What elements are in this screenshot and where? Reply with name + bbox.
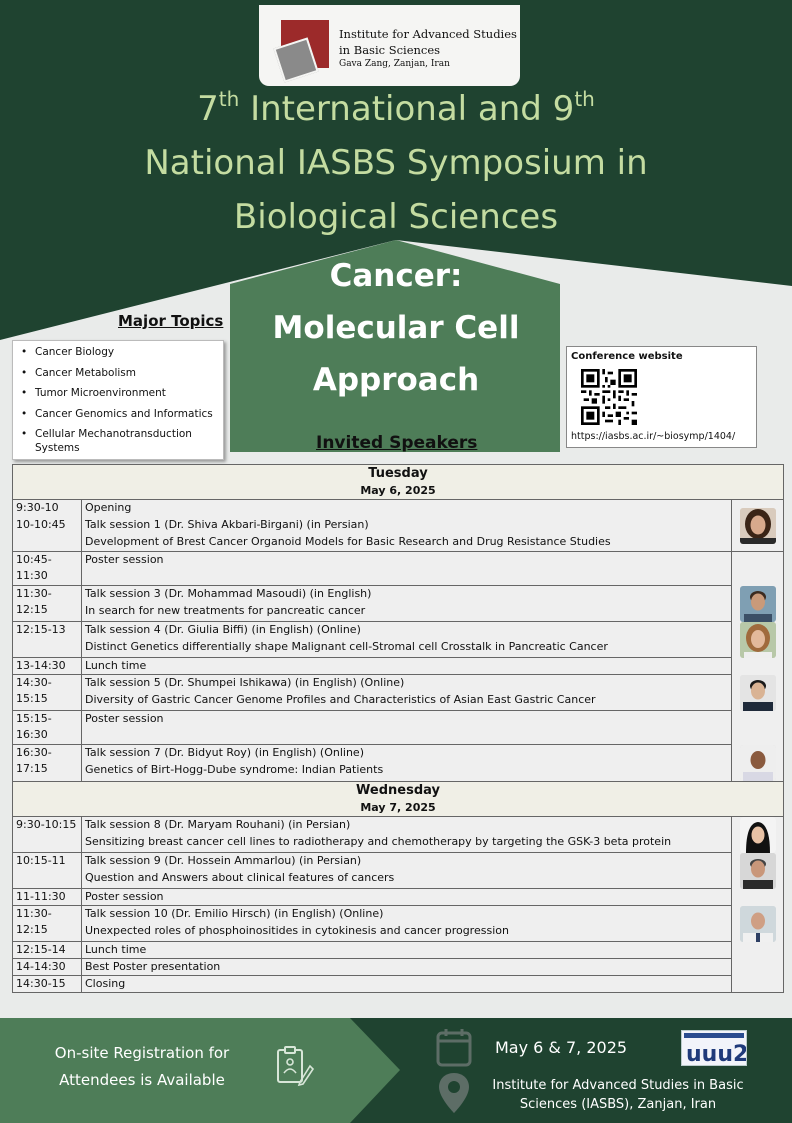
speaker-photo-akbari <box>740 508 776 544</box>
speaker-photo-roy <box>740 745 776 781</box>
row-time: 12:15-14 <box>13 942 82 959</box>
row-time: 14:30-15 <box>13 976 82 993</box>
institute-logo[interactable] <box>259 5 520 86</box>
row-time: 14-14:30 <box>13 959 82 976</box>
schedule-row <box>13 889 784 906</box>
logo-text-line2: in Basic Sciences <box>339 43 441 57</box>
schedule-row <box>13 622 784 658</box>
title-superscript-2: th <box>574 87 595 111</box>
row-title: Talk session 8 (Dr. Maryam Rouhani) (in Persian) <box>85 817 351 831</box>
speaker-photo-rouhani <box>740 817 776 853</box>
day-header-tuesday <box>13 465 784 500</box>
row-title: Talk session 7 (Dr. Bidyut Roy) (in English) (Online) <box>85 746 364 759</box>
row-time: 11-11:30 <box>13 889 82 906</box>
speaker-photo-biffi <box>740 622 776 658</box>
title-international: International and 9 <box>239 89 575 129</box>
schedule-row <box>13 500 784 552</box>
registration-form-icon <box>274 1044 314 1090</box>
registration-note <box>36 1040 248 1094</box>
website-url[interactable]: https://iasbs.ac.ir/~biosymp/1404/ <box>571 431 736 442</box>
major-topics-box <box>12 340 224 460</box>
calendar-icon <box>436 1027 472 1067</box>
speaker-photo-masoudi <box>740 586 776 622</box>
row-topic: Diversity of Gastric Cancer Genome Profiles and Characteristics of Asian East Gastric Cancer <box>85 693 596 706</box>
row-time: 10:15-11 <box>13 853 82 889</box>
day-date: May 6, 2025 <box>360 484 436 497</box>
schedule-row <box>13 586 784 622</box>
row-title: Closing <box>82 976 732 993</box>
schedule-row <box>13 711 784 745</box>
row-title: Talk session 5 (Dr. Shumpei Ishikawa) (in English) (Online) <box>85 676 405 689</box>
topic-item: • Cancer Metabolism <box>35 366 223 380</box>
topic-item: • Tumor Microenvironment <box>35 386 223 400</box>
major-topics-heading: Major Topics <box>118 312 224 330</box>
row-title: Poster session <box>82 711 732 745</box>
event-location <box>480 1076 756 1114</box>
schedule-row <box>13 658 784 675</box>
schedule-row <box>13 745 784 782</box>
row-time: 11:30-12:15 <box>13 586 82 622</box>
theme-line1: Cancer: <box>329 258 463 294</box>
title-line2: National IASBS Symposium in <box>144 143 648 183</box>
title-number-7: 7 <box>197 89 219 129</box>
schedule-row <box>13 853 784 889</box>
row-title: Talk session 1 (Dr. Shiva Akbari-Birgani) (in Persian) <box>85 518 369 531</box>
row-title: Talk session 9 (Dr. Hossein Ammarlou) (in Persian) <box>85 854 362 867</box>
row-time: 15:15-16:30 <box>13 711 82 745</box>
logo-text-line3: Gava Zang, Zanjan, Iran <box>339 59 450 69</box>
row-topic: Sensitizing breast cancer cell lines to radiotherapy and chemotherapy by targeting the GSK-3 beta protein <box>85 834 672 848</box>
row-topic: Distinct Genetics differentially shape Malignant cell-Stromal cell Crosstalk in Pancreatic Cancer <box>85 640 608 653</box>
svg-text:uuu2: uuu2 <box>686 1042 746 1065</box>
row-topic: Unexpected roles of phosphoinositides in cytokinesis and cancer progression <box>85 924 509 937</box>
logo-text-line1: Institute for Advanced Studies <box>339 27 517 41</box>
website-heading: Conference website <box>571 351 683 362</box>
schedule-row <box>13 959 784 976</box>
row-time: 10:45-11:30 <box>13 552 82 586</box>
row-title: Poster session <box>82 552 732 586</box>
row-topic: Genetics of Birt-Hogg-Dube syndrome: Indian Patients <box>85 763 384 776</box>
day-header-wednesday <box>13 781 784 816</box>
topic-item: • Cancer Genomics and Informatics <box>35 407 223 421</box>
theme-title <box>248 250 544 406</box>
invited-speakers-heading: Invited Speakers <box>316 433 478 453</box>
row-topic: Development of Brest Cancer Organoid Models for Basic Research and Drug Resistance Studies <box>85 535 611 548</box>
registration-line1: On-site Registration for <box>54 1044 230 1062</box>
row-time: 12:15-13 <box>13 622 82 658</box>
theme-line2: Molecular Cell <box>272 310 520 346</box>
row-time: 11:30-12:15 <box>13 906 82 942</box>
topic-item: • Cellular Mechanotransduction Systems <box>35 427 223 455</box>
row-title: Talk session 10 (Dr. Emilio Hirsch) (in English) (Online) <box>85 907 384 920</box>
row-title: Poster session <box>82 889 732 906</box>
speaker-photo-ammarlou <box>740 853 776 889</box>
speaker-photo-ishikawa <box>740 675 776 711</box>
topic-item: • Cancer Biology <box>35 345 223 359</box>
row-title: Lunch time <box>82 942 732 959</box>
schedule-row <box>13 942 784 959</box>
row-time: 14:30-15:15 <box>13 675 82 711</box>
qr-code-icon[interactable] <box>581 369 637 425</box>
row-time: 9:30-10:15 <box>13 816 82 853</box>
conference-website-box[interactable] <box>566 346 757 448</box>
registration-line2: Attendees is Available <box>59 1071 225 1089</box>
location-line1: Institute for Advanced Studies in Basic <box>492 1078 744 1093</box>
row-time: 9:30-10 <box>16 501 59 514</box>
row-topic: In search for new treatments for pancreatic cancer <box>85 604 366 617</box>
symposium-title <box>90 82 702 244</box>
partner-logo <box>681 1030 747 1066</box>
row-title: Talk session 4 (Dr. Giulia Biffi) (in English) (Online) <box>85 623 361 636</box>
schedule-row <box>13 675 784 711</box>
schedule-table <box>12 464 784 993</box>
row-title: Best Poster presentation <box>82 959 732 976</box>
title-superscript-1: th <box>218 87 240 111</box>
day-date: May 7, 2025 <box>360 800 436 814</box>
row-time: 16:30-17:15 <box>13 745 82 782</box>
schedule-row <box>13 816 784 853</box>
speaker-photo-hirsch <box>740 906 776 942</box>
day-name: Wednesday <box>356 782 440 798</box>
day-name: Tuesday <box>368 466 428 481</box>
row-topic: Question and Answers about clinical features of cancers <box>85 871 395 884</box>
row-title: Lunch time <box>82 658 732 675</box>
row-time: 10-10:45 <box>16 518 66 531</box>
row-time: 13-14:30 <box>13 658 82 675</box>
schedule-row <box>13 976 784 993</box>
title-line3: Biological Sciences <box>233 197 559 237</box>
location-pin-icon <box>437 1071 471 1115</box>
location-line2: Sciences (IASBS), Zanjan, Iran <box>519 1097 717 1112</box>
row-title: Opening <box>85 501 132 514</box>
row-title: Talk session 3 (Dr. Mohammad Masoudi) (in English) <box>85 587 372 600</box>
theme-line3: Approach <box>312 362 480 398</box>
schedule-row <box>13 906 784 942</box>
schedule-row <box>13 552 784 586</box>
event-date: May 6 & 7, 2025 <box>495 1038 628 1057</box>
